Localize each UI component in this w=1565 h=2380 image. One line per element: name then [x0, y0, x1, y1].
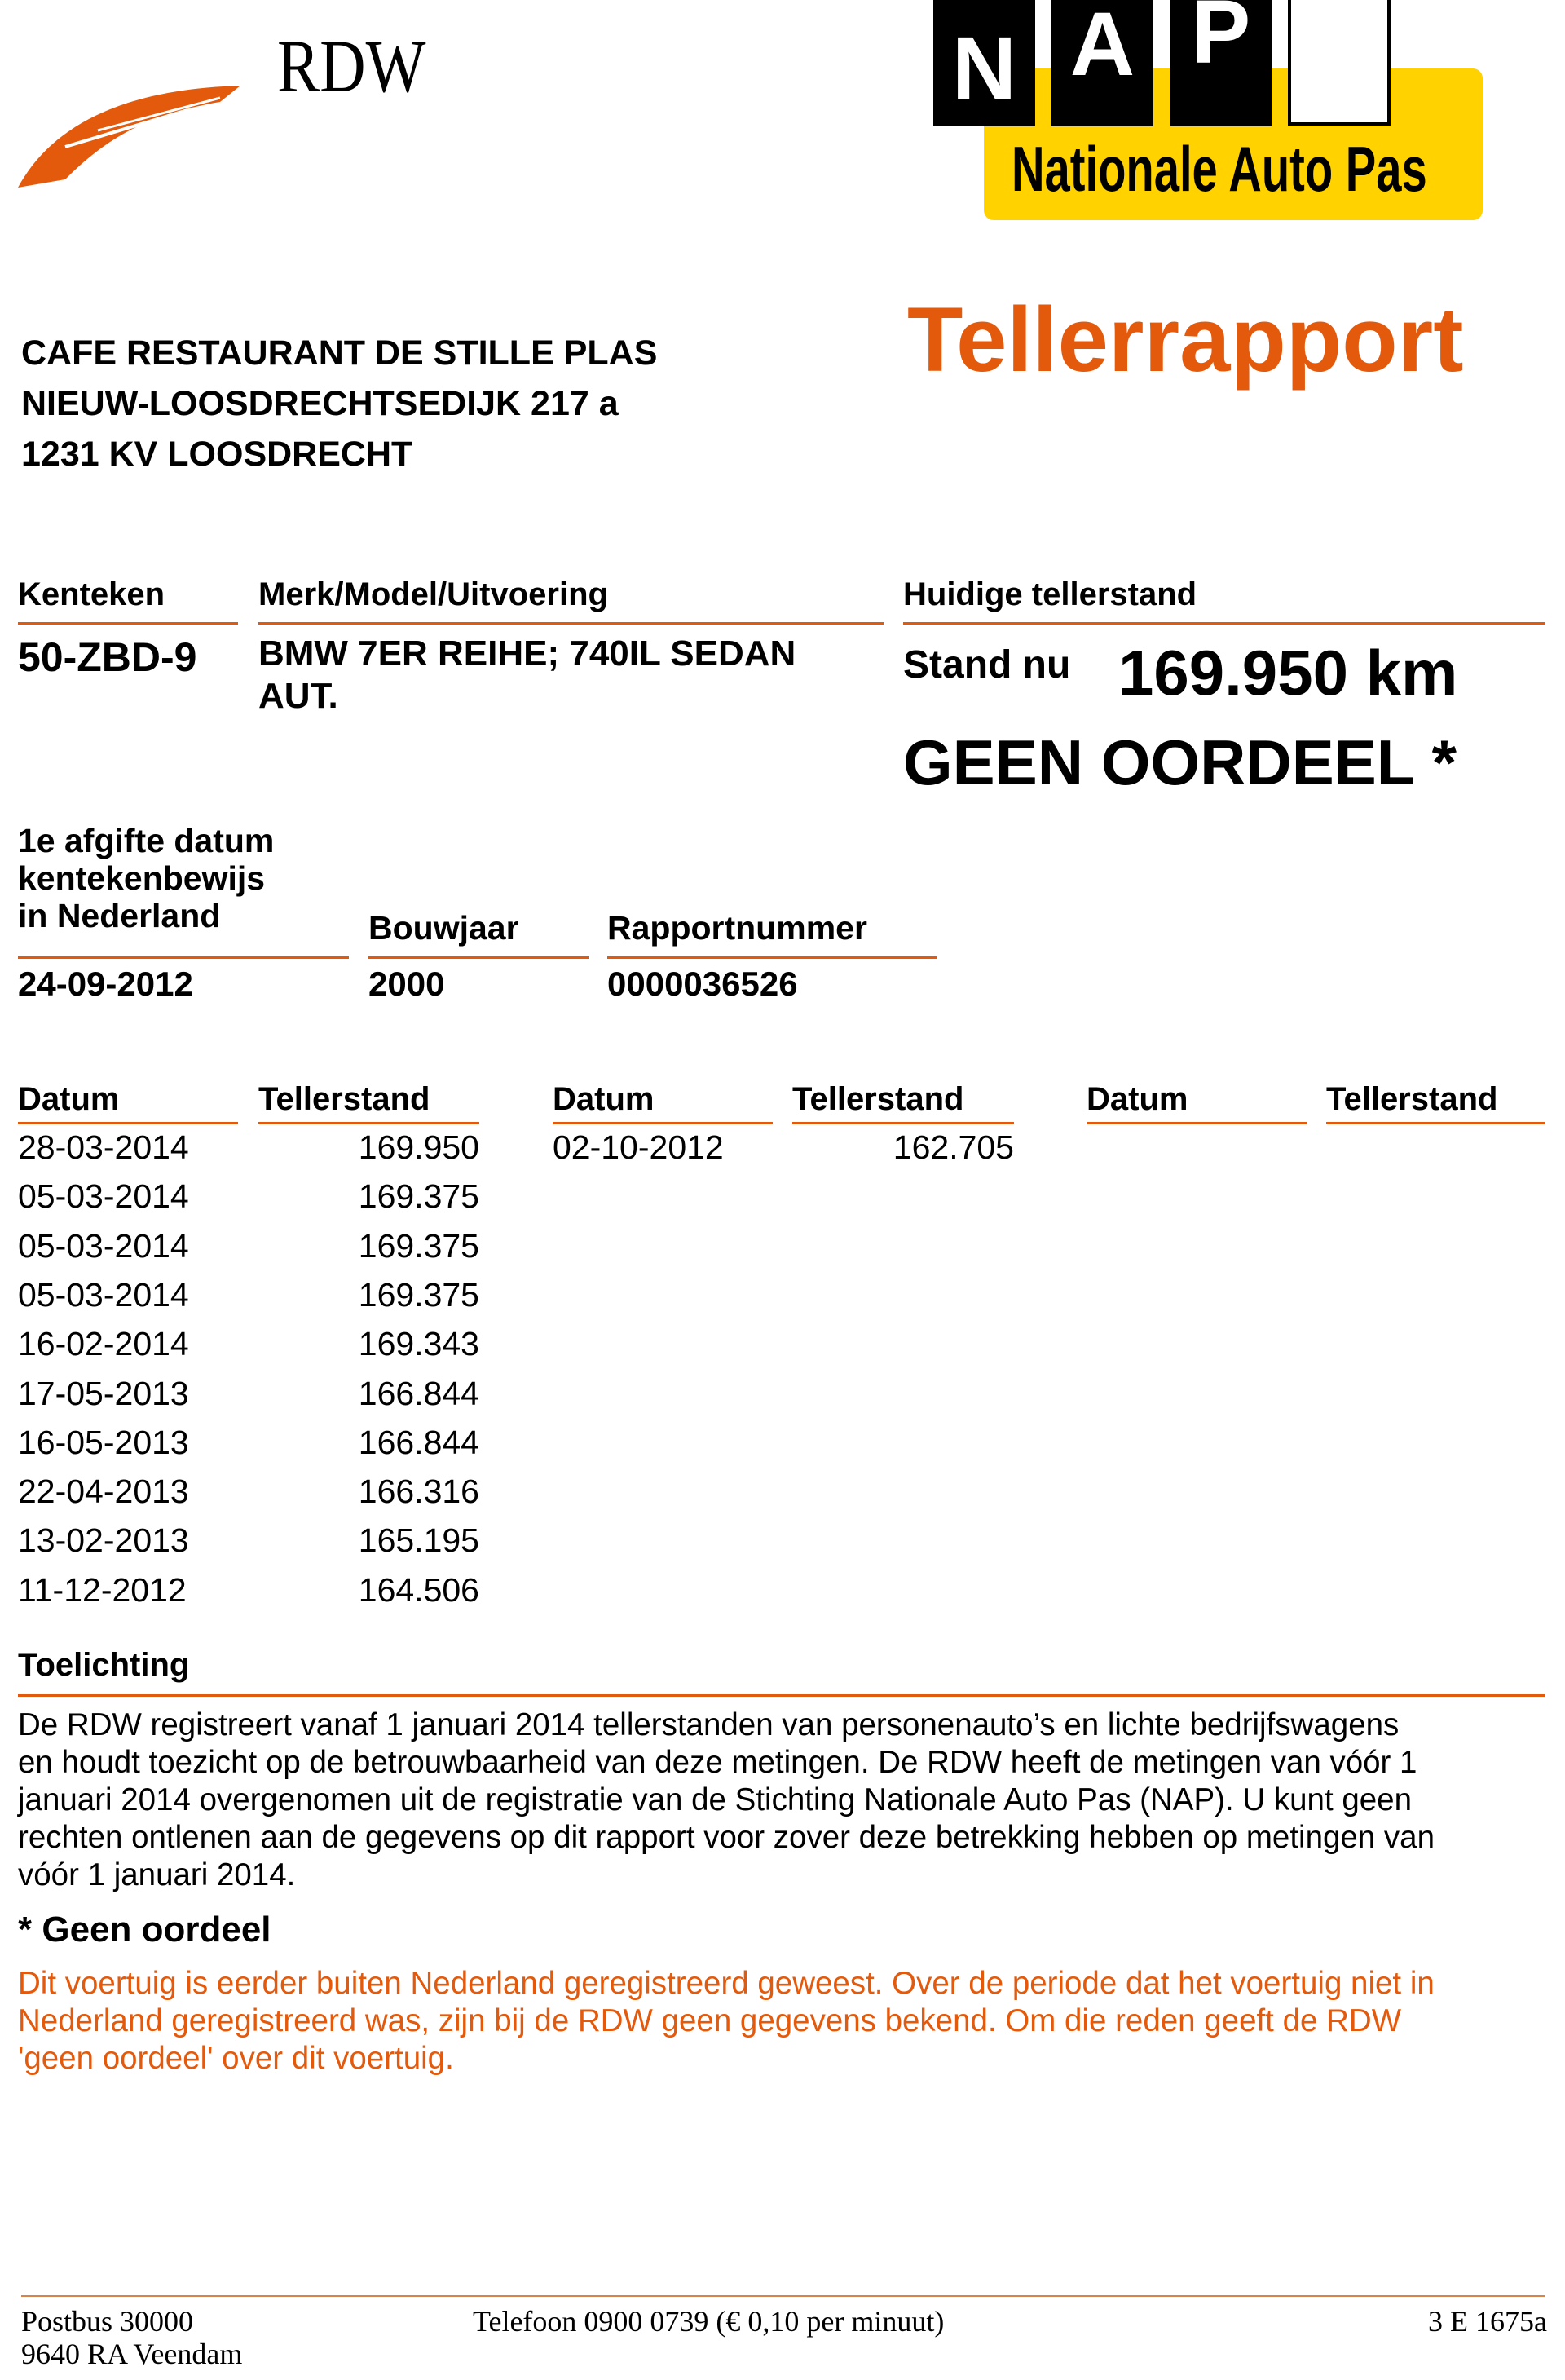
stand-value: 169.950 km	[1118, 637, 1458, 709]
row-tellerstand: 165.195	[358, 1521, 479, 1560]
footer-phone: Telefoon 0900 0739 (€ 0,10 per minuut)	[473, 2305, 945, 2338]
bouwjaar-label: Bouwjaar	[368, 909, 519, 947]
row-datum: 17-05-2013	[18, 1374, 189, 1412]
row-datum: 05-03-2014	[18, 1177, 189, 1216]
col-header-datum: Datum	[1087, 1081, 1188, 1117]
row-tellerstand: 162.705	[893, 1128, 1014, 1166]
row-datum: 28-03-2014	[18, 1128, 189, 1166]
row-datum: 05-03-2014	[18, 1275, 189, 1314]
col-header-tellerstand: Tellerstand	[1326, 1081, 1498, 1117]
row-datum: 11-12-2012	[18, 1570, 187, 1609]
oordeel-status: GEEN OORDEEL *	[903, 726, 1457, 798]
row-datum: 16-05-2013	[18, 1423, 189, 1461]
rdw-logo-text: RDW	[277, 24, 426, 108]
huidige-label: Huidige tellerstand	[903, 576, 1197, 612]
geen-oordeel-text: Dit voertuig is eerder buiten Nederland geregistreerd geweest. Over de periode dat het voertuig niet in Nederland geregistreerd was, zijn bij de RDW geen gegevens bekend. Om die reden geeft de RDW 'geen oordeel' over dit voertuig.	[18, 1966, 1435, 2076]
kenteken-label: Kenteken	[18, 576, 165, 612]
row-tellerstand: 164.506	[358, 1570, 479, 1609]
row-tellerstand: 169.375	[358, 1275, 479, 1314]
row-tellerstand: 169.343	[358, 1325, 479, 1363]
rapport-value: 0000036526	[607, 965, 798, 1003]
row-tellerstand: 166.844	[358, 1423, 479, 1461]
row-tellerstand: 166.316	[358, 1473, 479, 1511]
row-tellerstand: 166.844	[358, 1374, 479, 1412]
toelichting-heading: Toelichting	[18, 1647, 190, 1683]
address-block: CAFE RESTAURANT DE STILLE PLAS NIEUW-LOOSDRECHTSEDIJK 217 a 1231 KV LOOSDRECHT	[21, 333, 658, 474]
afgifte-value: 24-09-2012	[18, 965, 193, 1003]
merk-label: Merk/Model/Uitvoering	[258, 576, 608, 612]
col-header-datum: Datum	[553, 1081, 655, 1117]
row-tellerstand: 169.375	[358, 1226, 479, 1265]
toelichting-text: De RDW registreert vanaf 1 januari 2014 tellerstanden van personenauto’s en lichte bedrijfswagens en houdt toezicht op de betrouwbaarheid van deze metingen. De RDW heeft de metingen van vóór 1 januari 2014 overgenomen uit de registratie van de Stichting Nationale Auto Pas (NAP). U kunt geen rechten ontlenen aan de gegevens op dit rapport voor zover deze betrekking hebben op metingen van vóór 1 januari 2014.	[18, 1707, 1435, 1892]
row-tellerstand: 169.950	[358, 1128, 479, 1166]
report-title: Tellerrapport	[907, 289, 1464, 391]
row-datum: 02-10-2012	[553, 1128, 724, 1166]
col-header-tellerstand: Tellerstand	[258, 1081, 430, 1117]
col-header-tellerstand: Tellerstand	[792, 1081, 964, 1117]
stand-label: Stand nu	[903, 643, 1071, 687]
row-datum: 16-02-2014	[18, 1325, 189, 1363]
bouwjaar-value: 2000	[368, 965, 445, 1003]
row-datum: 22-04-2013	[18, 1473, 189, 1511]
nap-logo: N A P Nationale Auto Pas	[933, 0, 1488, 222]
footer-code: 3 E 1675a	[1428, 2305, 1547, 2338]
geen-oordeel-heading: * Geen oordeel	[18, 1910, 271, 1949]
afgifte-label: 1e afgifte datum kentekenbewijs in Nederland	[18, 822, 275, 934]
kenteken-value: 50-ZBD-9	[18, 634, 197, 680]
row-datum: 05-03-2014	[18, 1226, 189, 1265]
row-tellerstand: 169.375	[358, 1177, 479, 1216]
footer-city: 9640 RA Veendam	[21, 2338, 243, 2370]
footer-postbus: Postbus 30000	[21, 2305, 194, 2338]
rdw-swoosh-logo	[16, 65, 245, 196]
col-header-datum: Datum	[18, 1081, 120, 1117]
merk-value: BMW 7ER REIHE; 740IL SEDAN AUT.	[258, 634, 796, 716]
row-datum: 13-02-2013	[18, 1521, 189, 1560]
rapport-label: Rapportnummer	[607, 909, 867, 947]
